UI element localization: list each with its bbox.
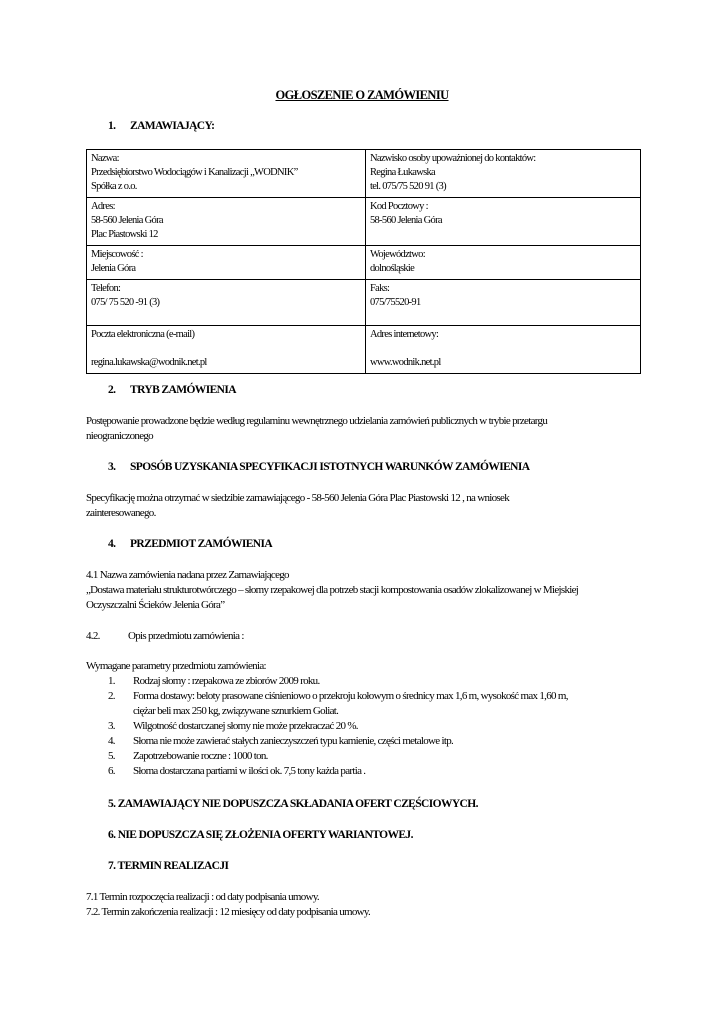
page-title: OGŁOSZENIE O ZAMÓWIENIU [275,88,449,102]
section-2-heading: 2. TRYB ZAMÓWIENIA [108,384,236,396]
section-4-heading: 4. PRZEDMIOT ZAMÓWIENIA [108,538,273,550]
list-item: 3. Wilgotność dostarczanej słomy nie może przekraczać 20 %. [108,720,358,732]
section-5-heading: 5. ZAMAWIAJĄCY NIE DOPUSZCZA SKŁADANIA OFERT CZĘŚCIOWYCH. [108,798,478,810]
list-item: 2. Forma dostawy: beloty prasowane ciśnieniowo o przekroju kołowym o średnicy max 1,6 m, wysokość max 1,60 m, ciężar beli max 250 kg, związywane sznurkiem Goliat. [108,690,568,717]
section-6-heading: 6. NIE DOPUSZCZA SIĘ ZŁOŻENIA OFERTY WARIANTOWEJ. [108,829,413,841]
list-item: 1. Rodzaj słomy : rzepakowa ze zbiorów 2009 roku. [108,675,320,687]
cell-postal-code: Kod Pocztowy : 58-560 Jelenia Góra [366,198,641,246]
section-3-text: Specyfikację można otrzymać w siedzibie zamawiającego - 58-560 Jelenia Góra Plac Piastowski 12 , na wniosek zainteresowanego. [86,492,509,519]
cell-phone: Telefon: 075/ 75 520 -91 (3) [87,280,366,326]
section-2-text: Postępowanie prowadzone będzie według regulaminu wewnętrznego udzielania zamówień publicznych w trybie przetargu nieograniczonego [86,415,548,442]
cell-contact-person: Nazwisko osoby upoważnionej do kontaktów: Regina Łukawska tel. 075/75 520 91 (3) [366,150,641,198]
cell-address: Adres: 58-560 Jelenia Góra Plac Piastowski 12 [87,198,366,246]
params-list [86,674,646,779]
cell-city: Miejscowość : Jelenia Góra [87,246,366,280]
section-1-heading: 1. ZAMAWIAJĄCY: [108,120,215,132]
list-item: 5. Zapotrzebowanie roczne : 1000 ton. [108,750,268,762]
params-title: Wymagane parametry przedmiotu zamówienia: [86,660,266,672]
email-link[interactable]: regina.lukawska@wodnik.net.pl [91,357,207,368]
cell-fax: Faks: 075/75520-91 [366,280,641,326]
order-name: 4.1 Nazwa zamówienia nadana przez Zamawiającego „Dostawa materiału strukturotwórczego – słomy rzepakowej dla potrzeb stacji kompostowania osadów zlokalizowanej w Miejskiej Oczyszczalni Ścieków Jelenia Góra” [86,569,579,611]
contracting-authority-table [86,149,641,374]
cell-voivodeship: Województwo: dolnośląskie [366,246,641,280]
section-7-text: 7.1 Termin rozpoczęcia realizacji : od daty podpisania umowy. 7.2. Termin zakończenia realizacji : 12 miesięcy od daty podpisania umowy. [86,891,371,918]
order-description-label: 4.2. Opis przedmiotu zamówienia : [86,630,244,642]
cell-email: Poczta elektroniczna (e-mail) regina.lukawska@wodnik.net.pl [87,326,366,374]
website-link[interactable]: www.wodnik.net.pl [370,357,441,368]
section-3-heading: 3. SPOSÓB UZYSKANIA SPECYFIKACJI ISTOTNYCH WARUNKÓW ZAMÓWIENIA [108,461,530,473]
list-item: 4. Słoma nie może zawierać stałych zanieczyszczeń typu kamienie, części metalowe itp. [108,735,454,747]
cell-website: Adres internetowy: www.wodnik.net.pl [366,326,641,374]
cell-name: Nazwa: Przedsiębiorstwo Wodociągów i Kanalizacji „WODNIK” Spółka z o.o. [87,150,366,198]
list-item: 6. Słoma dostarczana partiami w ilości ok. 7,5 tony każda partia . [108,765,366,777]
section-7-heading: 7. TERMIN REALIZACJI [108,860,229,872]
